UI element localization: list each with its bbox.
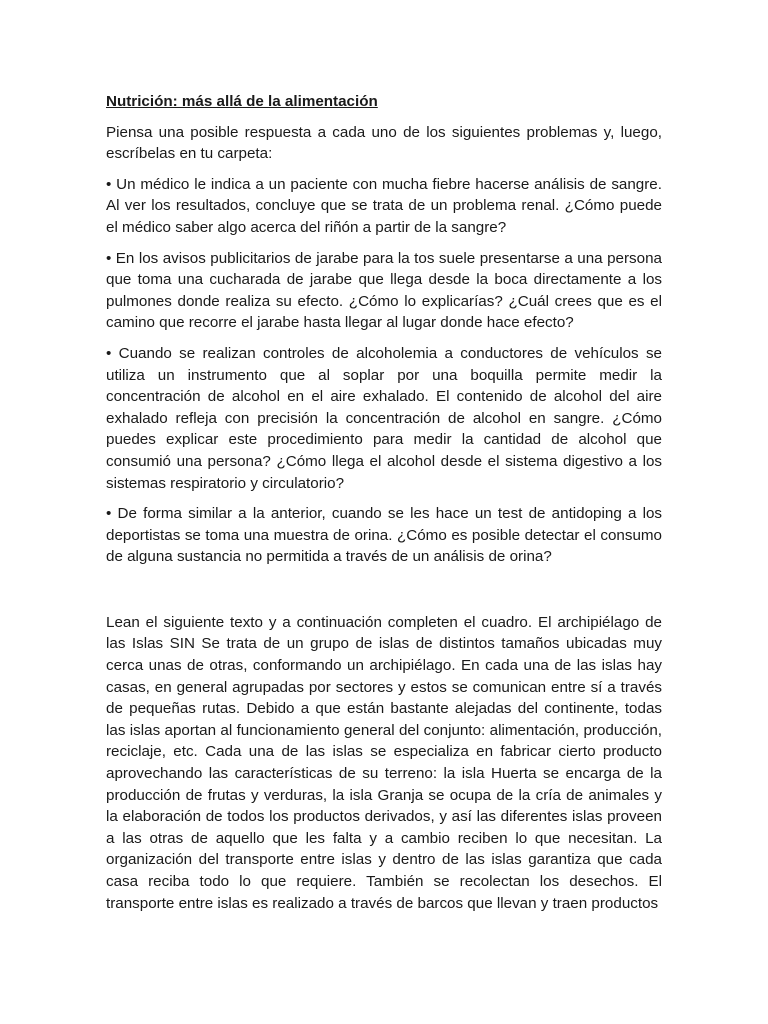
reading-paragraph: Lean el siguiente texto y a continuación completen el cuadro. El archipiélago de las Islas SIN Se trata de un grupo de islas de distintos tamaños ubicadas muy cerca unas de otras, conformando un archipiélago. En cada una de las islas hay casas, en general agrupadas por sectores y estos se comunican entre sí a través de pequeñas rutas. Debido a que están bastante alejadas del continente, todas las islas aportan al funcionamiento general del conjunto: alimentación, producción, reciclaje, etc. Cada una de las islas se especializa en fabricar cierto producto aprovechando las características de su terreno: la isla Huerta se encarga de la producción de frutas y verduras, la isla Granja se ocupa de la cría de animales y la elaboración de todos los productos derivados, y así las diferentes islas proveen a las otras de aquello que les falta y a cambio reciben lo que necesitan. La organización del transporte entre islas y dentro de las islas garantiza que cada casa reciba todo lo que requiere. También se recolectan los desechos. El transporte entre islas es realizado a través de barcos que llevan y traen productos bbox=[106, 613, 662, 912]
bullet-item-jarabe: • En los avisos publicitarios de jarabe para la tos suele presentarse a una persona que toma una cucharada de jarabe que llega desde la boca directamente a los pulmones donde realiza su efecto. ¿Cómo lo explicarías? ¿Cuál crees que es el camino que recorre el jarabe hasta llegar al lugar donde hace efecto? bbox=[106, 248, 662, 334]
bullet-item-alcoholemia: • Cuando se realizan controles de alcoholemia a conductores de vehículos se utiliza un instrumento que al soplar por una boquilla permite medir la concentración de alcohol en el aire exhalado. El contenido de alcohol del aire exhalado refleja con precisión la concentración de alcohol en sangre. ¿Cómo puedes explicar este procedimiento para medir la cantidad de alcohol que consumió una persona? ¿Cómo llega el alcohol desde el sistema digestivo a los sistemas respiratorio y circulatorio? bbox=[106, 343, 662, 494]
document-title: Nutrición: más allá de la alimentación bbox=[106, 93, 378, 110]
intro-paragraph: Piensa una posible respuesta a cada uno de los siguientes problemas y, luego, escríbelas en tu carpeta: bbox=[106, 123, 662, 163]
section-spacer bbox=[106, 577, 662, 612]
bullet-item-antidoping: • De forma similar a la anterior, cuando se les hace un test de antidoping a los deportistas se toma una muestra de orina. ¿Cómo es posible detectar el consumo de alguna sustancia no permitida a través de un análisis de orina? bbox=[106, 503, 662, 568]
bullet-item-medico: • Un médico le indica a un paciente con mucha fiebre hacerse análisis de sangre. Al ver los resultados, concluye que se trata de un problema renal. ¿Cómo puede el médico saber algo acerca del riñón a partir de la sangre? bbox=[106, 174, 662, 239]
document-page bbox=[106, 88, 662, 923]
